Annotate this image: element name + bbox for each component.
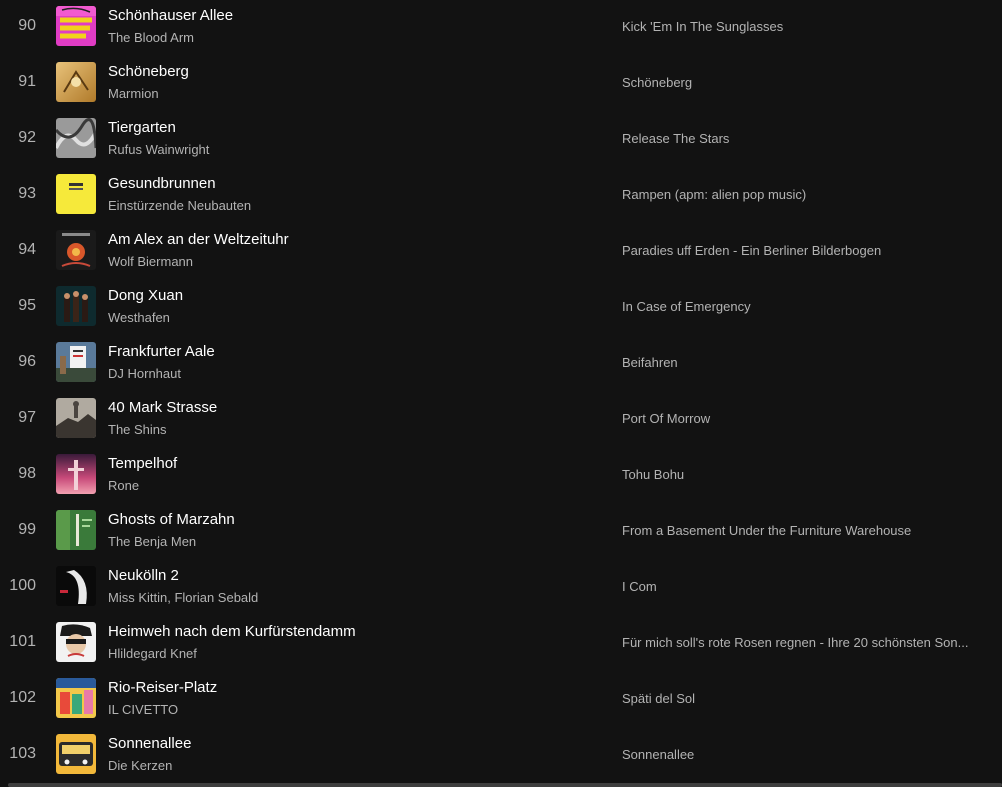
album-cover[interactable] <box>56 286 96 326</box>
track-album[interactable]: Schöneberg <box>622 75 693 90</box>
track-row[interactable] <box>0 112 1002 168</box>
track-row[interactable] <box>0 168 1002 224</box>
track-title[interactable]: Schöneberg <box>108 63 189 80</box>
track-number: 97 <box>18 409 36 426</box>
track-artist[interactable]: The Shins <box>108 422 167 437</box>
track-artist[interactable]: Die Kerzen <box>108 758 173 773</box>
track-number: 98 <box>18 465 36 482</box>
track-album[interactable]: Für mich soll's rote Rosen regnen - Ihre 20 schönsten Son... <box>622 635 969 650</box>
album-cover[interactable] <box>56 118 96 158</box>
horizontal-scrollbar[interactable] <box>8 783 1002 787</box>
track-artist[interactable]: Marmion <box>108 86 159 101</box>
track-row[interactable] <box>0 560 1002 616</box>
track-number: 90 <box>18 17 36 34</box>
track-title[interactable]: Frankfurter Aale <box>108 343 215 360</box>
track-title[interactable]: Gesundbrunnen <box>108 175 216 192</box>
track-artist[interactable]: Miss Kittin, Florian Sebald <box>108 590 259 605</box>
album-cover[interactable] <box>56 342 96 382</box>
track-artist[interactable]: Rone <box>108 478 140 493</box>
track-row[interactable] <box>0 224 1002 280</box>
album-cover[interactable] <box>56 566 96 606</box>
track-number: 100 <box>9 577 36 594</box>
track-album[interactable]: From a Basement Under the Furniture Warehouse <box>622 523 912 538</box>
track-row[interactable] <box>0 504 1002 560</box>
track-number: 91 <box>18 73 36 90</box>
album-cover[interactable] <box>56 678 96 718</box>
album-cover[interactable] <box>56 622 96 662</box>
track-artist[interactable]: Westhafen <box>108 310 170 325</box>
track-artist[interactable]: DJ Hornhaut <box>108 366 181 381</box>
album-cover[interactable] <box>56 454 96 494</box>
track-artist[interactable]: Einstürzende Neubauten <box>108 198 252 213</box>
track-artist[interactable]: The Benja Men <box>108 534 197 549</box>
track-row[interactable] <box>0 672 1002 728</box>
track-row[interactable] <box>0 448 1002 504</box>
track-album[interactable]: In Case of Emergency <box>622 299 751 314</box>
track-title[interactable]: Schönhauser Allee <box>108 7 234 24</box>
track-title[interactable]: Tempelhof <box>108 455 178 472</box>
track-album[interactable]: I Com <box>622 579 657 594</box>
track-row[interactable] <box>0 728 1002 784</box>
album-cover[interactable] <box>56 6 96 46</box>
track-number: 92 <box>18 129 36 146</box>
track-album[interactable]: Release The Stars <box>622 131 730 146</box>
track-row[interactable] <box>0 616 1002 672</box>
album-cover[interactable] <box>56 174 96 214</box>
track-album[interactable]: Tohu Bohu <box>622 467 685 482</box>
track-title[interactable]: Sonnenallee <box>108 735 192 752</box>
track-title[interactable]: Neukölln 2 <box>108 567 179 584</box>
track-number: 94 <box>18 241 36 258</box>
track-row[interactable] <box>0 280 1002 336</box>
album-cover[interactable] <box>56 398 96 438</box>
track-title[interactable]: Heimweh nach dem Kurfürstendamm <box>108 623 356 640</box>
track-album[interactable]: Beifahren <box>622 355 678 370</box>
track-title[interactable]: Rio-Reiser-Platz <box>108 679 218 696</box>
track-title[interactable]: Dong Xuan <box>108 287 184 304</box>
track-row[interactable] <box>0 0 1002 56</box>
album-cover[interactable] <box>56 62 96 102</box>
track-number: 99 <box>18 521 36 538</box>
track-row[interactable] <box>0 336 1002 392</box>
album-cover[interactable] <box>56 230 96 270</box>
track-artist[interactable]: Rufus Wainwright <box>108 142 210 157</box>
track-album[interactable]: Späti del Sol <box>622 691 695 706</box>
track-artist[interactable]: Wolf Biermann <box>108 254 194 269</box>
track-number: 101 <box>9 633 36 650</box>
track-artist[interactable]: IL CIVETTO <box>108 702 179 717</box>
album-cover[interactable] <box>56 734 96 774</box>
track-number: 102 <box>9 689 36 706</box>
track-number: 93 <box>18 185 36 202</box>
track-title[interactable]: Tiergarten <box>108 119 176 136</box>
track-artist[interactable]: The Blood Arm <box>108 30 194 45</box>
track-album[interactable]: Rampen (apm: alien pop music) <box>622 187 807 202</box>
album-cover[interactable] <box>56 510 96 550</box>
track-title[interactable]: 40 Mark Strasse <box>108 399 218 416</box>
track-title[interactable]: Ghosts of Marzahn <box>108 511 235 528</box>
track-album[interactable]: Kick 'Em In The Sunglasses <box>622 19 784 34</box>
track-number: 96 <box>18 353 36 370</box>
track-number: 103 <box>9 745 36 762</box>
track-album[interactable]: Sonnenallee <box>622 747 695 762</box>
track-number: 95 <box>18 297 36 314</box>
track-artist[interactable]: Hlildegard Knef <box>108 646 197 661</box>
track-title[interactable]: Am Alex an der Weltzeituhr <box>108 231 289 248</box>
track-album[interactable]: Port Of Morrow <box>622 411 711 426</box>
track-row[interactable] <box>0 56 1002 112</box>
track-album[interactable]: Paradies uff Erden - Ein Berliner Bilderbogen <box>622 243 882 258</box>
track-row[interactable] <box>0 392 1002 448</box>
